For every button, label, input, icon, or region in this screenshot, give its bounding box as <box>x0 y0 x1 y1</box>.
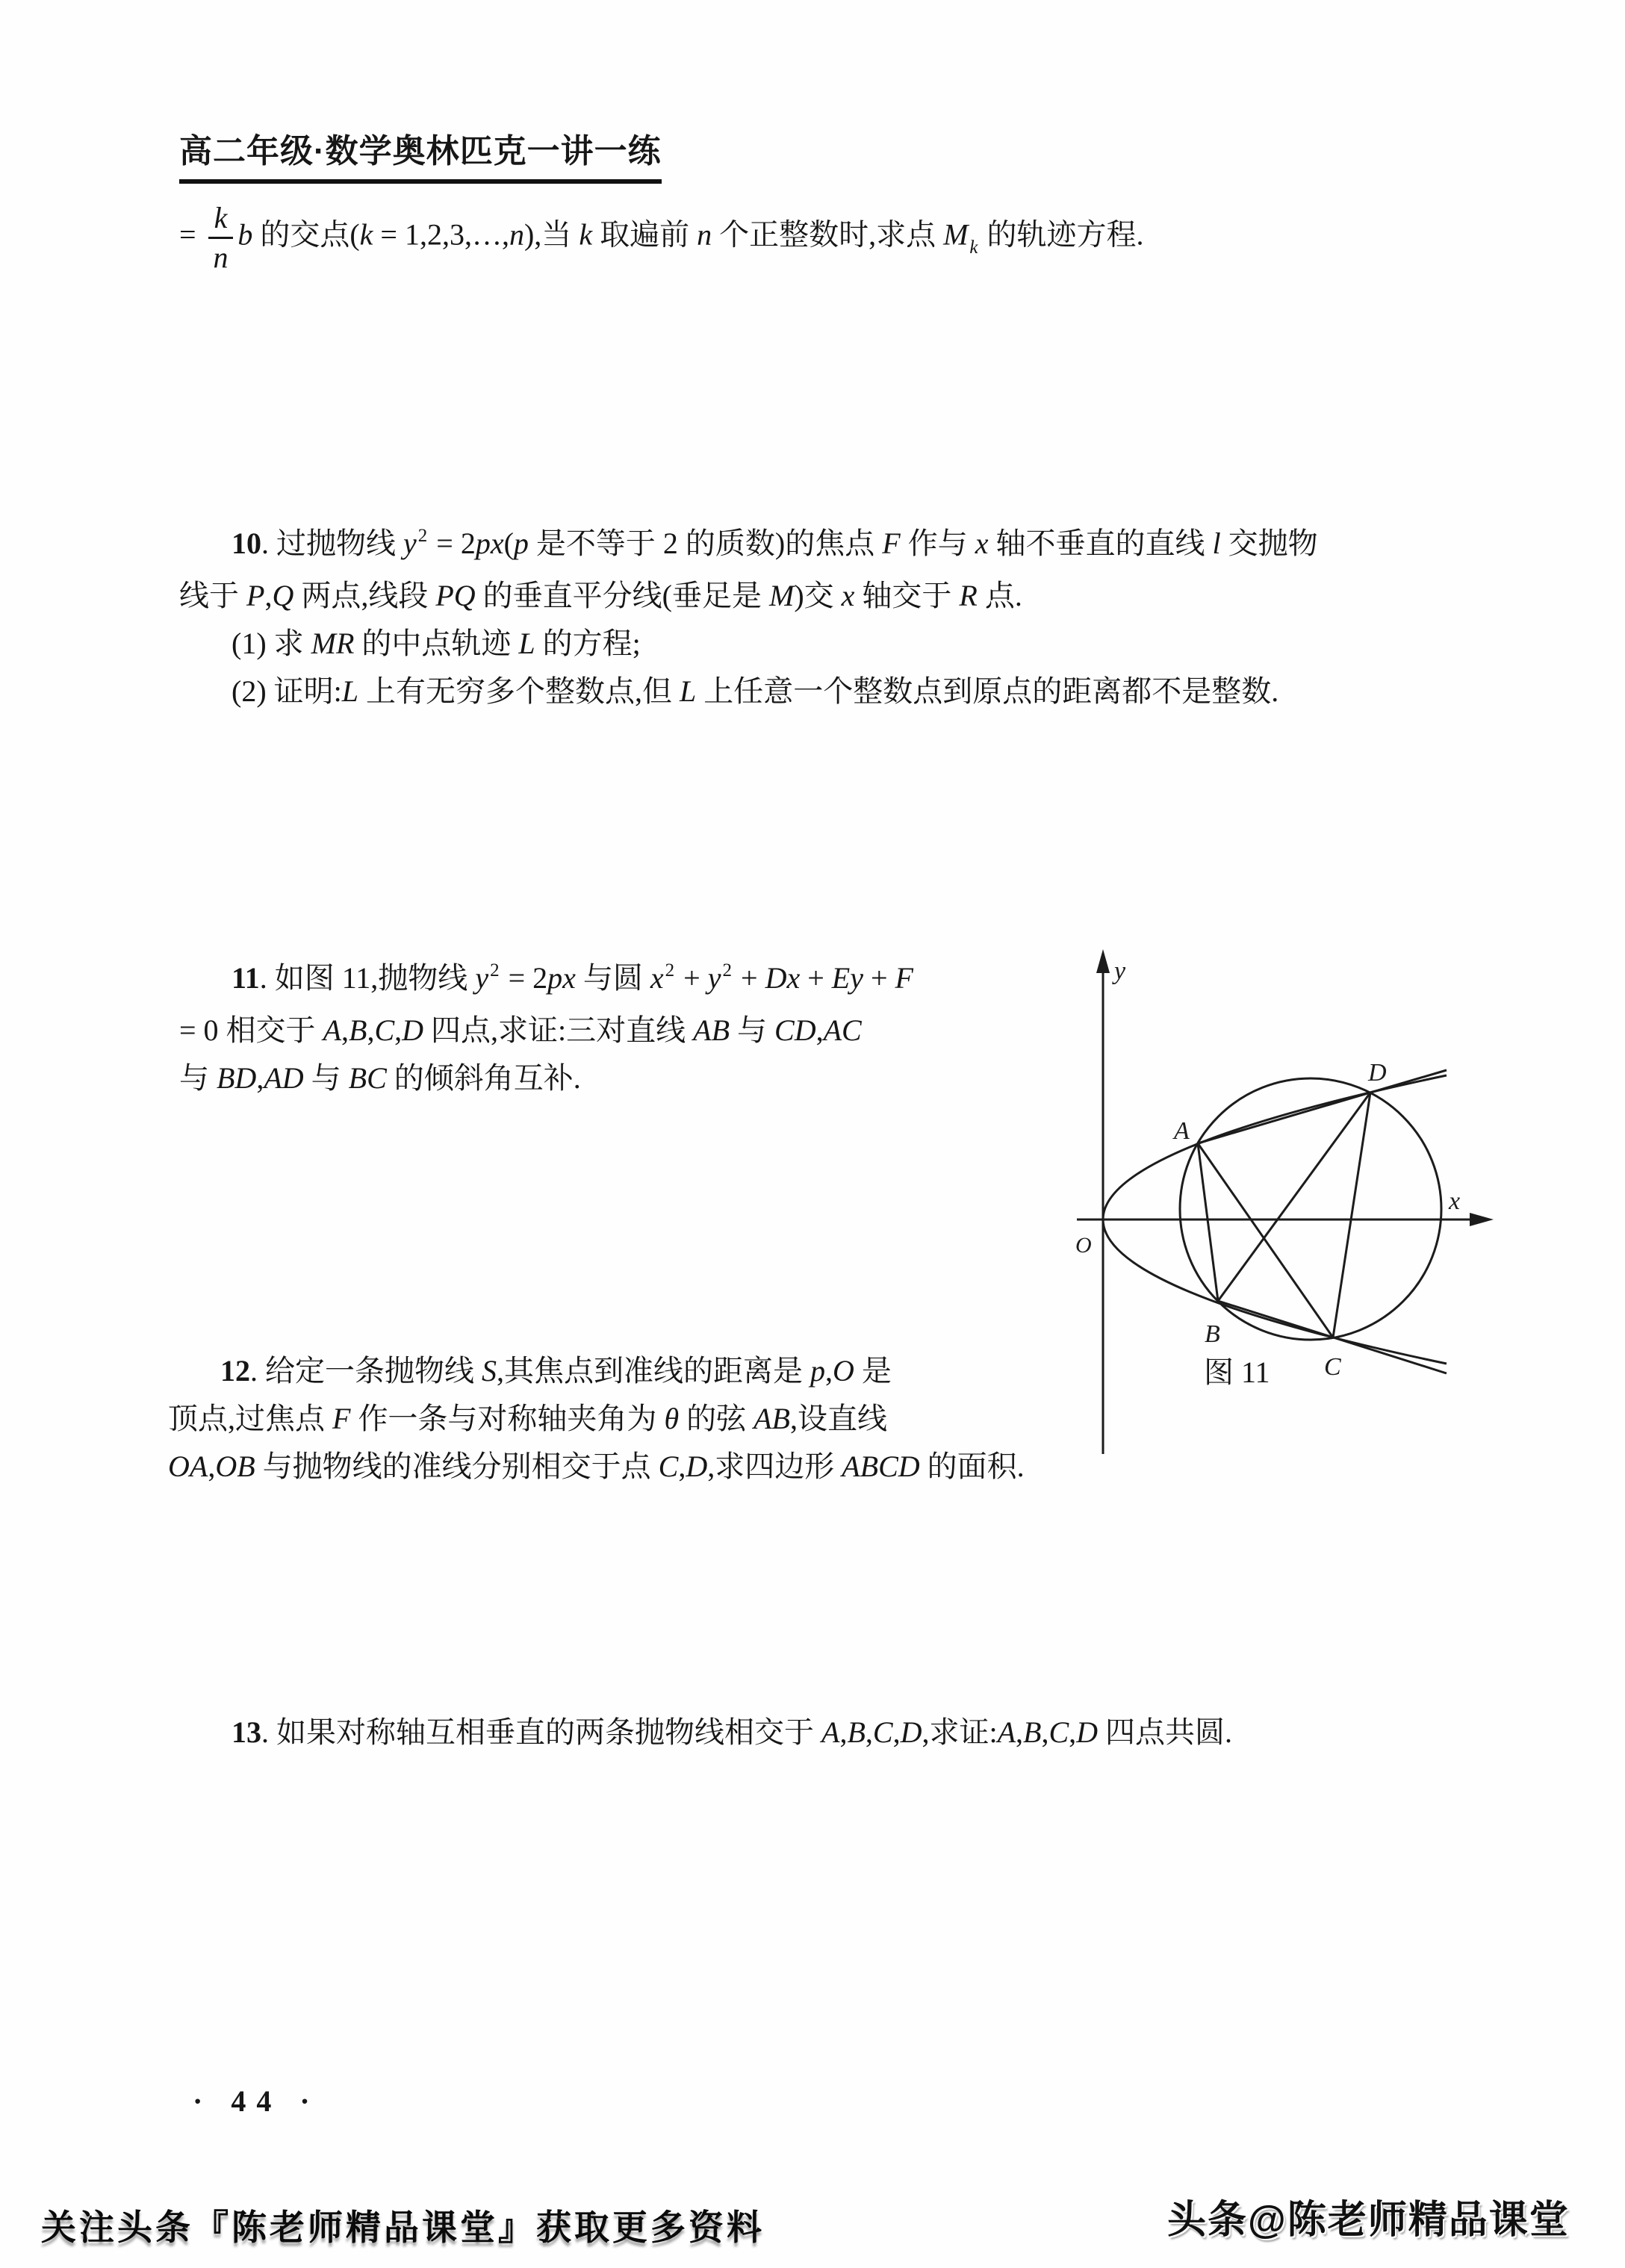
problem-line: OA,OB 与抛物线的准线分别相交于点 C,D,求四边形 ABCD 的面积. <box>168 1450 1025 1483</box>
problem-line: (1) 求 MR 的中点轨迹 L 的方程; <box>232 627 641 660</box>
problem-line: 与 BD,AD 与 BC 的倾斜角互补. <box>179 1061 581 1095</box>
problem-line: 12. 给定一条抛物线 S,其焦点到准线的距离是 p,O 是 <box>220 1354 892 1388</box>
footer-promo-banner: 关注头条『陈老师精品课堂』获取更多资料 <box>41 2208 765 2247</box>
chord-CD <box>1333 1093 1370 1338</box>
problem-line: 10. 过抛物线 $y^2 = 2px(p$ 是不等于 2 的质数)的焦点 F 作与 x 轴不垂直的直线 l 交抛物 <box>232 526 1318 560</box>
point-label-D: D <box>1368 1059 1387 1087</box>
problem-line: = 0 相交于 A,B,C,D 四点,求证:三对直线 AB 与 CD,AC <box>179 1013 862 1047</box>
figure-11-diagram <box>1045 930 1538 1464</box>
chord-BD <box>1218 1093 1370 1301</box>
footer-watermark: 头条@陈老师精品课堂 <box>1167 2199 1570 2242</box>
page-number: · 44 · <box>193 2084 320 2118</box>
point-label-A: A <box>1174 1117 1190 1145</box>
origin-label: O <box>1075 1233 1092 1258</box>
problem-line: (2) 证明:L 上有无穷多个整数点,但 L 上任意一个整数点到原点的距离都不是整数. <box>232 674 1279 708</box>
x-axis-label: x <box>1449 1187 1461 1215</box>
problem-13 <box>179 1709 1232 1756</box>
point-label-B: B <box>1205 1320 1220 1348</box>
line-AD-extended <box>1198 1070 1447 1143</box>
page-header-title: 高二年级·数学奥林匹克一讲一练 <box>179 124 662 184</box>
problem-line: 线于 P,Q 两点,线段 PQ 的垂直平分线(垂足是 M)交 x 轴交于 R 点. <box>179 579 1022 612</box>
x-axis-arrow-icon <box>1470 1213 1494 1226</box>
problem-10 <box>179 520 1318 715</box>
y-axis-arrow-icon <box>1096 949 1110 973</box>
problem-12 <box>168 1347 1025 1491</box>
problem-line: 11. 如图 11,抛物线 $y^2 = 2px$ 与圆 $x^2 + y^2 + Dx + Ey + F$ <box>232 960 913 995</box>
point-label-C: C <box>1324 1353 1341 1381</box>
figure-caption: 图 11 <box>1204 1355 1270 1389</box>
problem-line: 13. 如果对称轴互相垂直的两条抛物线相交于 A,B,C,D,求证:A,B,C,D 四点共圆. <box>232 1715 1233 1749</box>
intro-continuation-line: = $\frac{k}{n}$ b 的交点(k = 1,2,3,…,n),当 k 取遍前 n 个正整数时,求点 $M_k$ 的轨迹方程. <box>179 201 1144 274</box>
y-axis-label: y <box>1114 957 1126 985</box>
problem-11 <box>179 954 913 1102</box>
problem-line: 顶点,过焦点 F 作一条与对称轴夹角为 θ 的弦 AB,设直线 <box>168 1402 887 1435</box>
